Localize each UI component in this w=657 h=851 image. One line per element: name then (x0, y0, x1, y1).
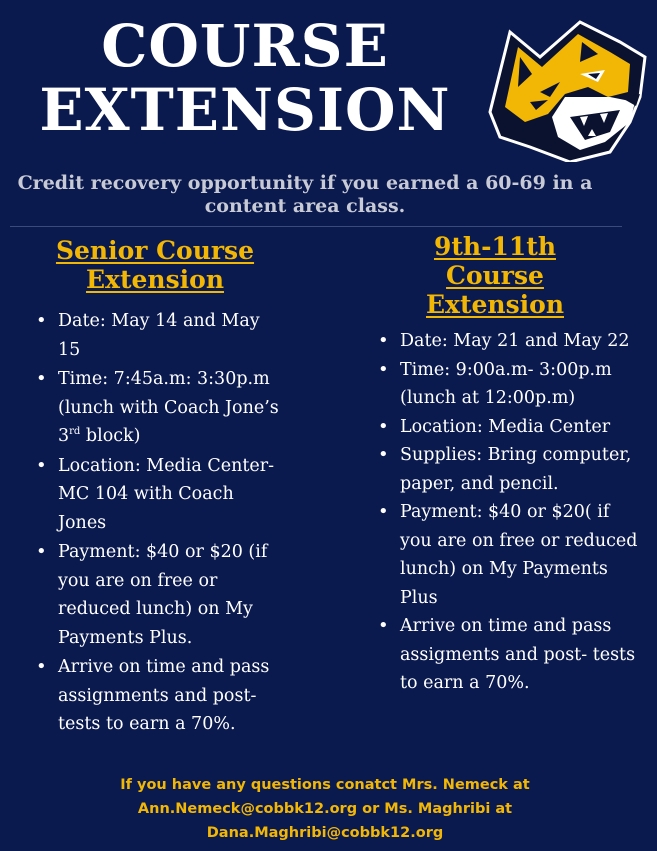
junior-title-line-1: 9th-11th (433, 232, 556, 261)
subtitle (0, 172, 610, 218)
junior-arrive: Arrive on time and pass assigments and post- tests to earn a 70%. (400, 616, 636, 693)
senior-location: Location: Media Center- MC 104 with Coach Jones (58, 455, 275, 533)
senior-time-tail: block) (80, 426, 141, 446)
list-item (36, 653, 284, 739)
senior-payment: Payment: $40 or $20 (if you are on free or reduced lunch) on My Payments Plus. (58, 542, 268, 648)
junior-time: Time: 9:00a.m- 3:00p.m (lunch at 12:00p.m) (400, 359, 612, 408)
list-item (378, 356, 638, 413)
senior-section-title (30, 236, 280, 294)
junior-title-line-3: Extension (425, 290, 564, 319)
title-line-2: EXTENSION (39, 76, 451, 144)
senior-details-list (36, 307, 284, 740)
list-item (378, 612, 638, 698)
list-item (36, 365, 284, 451)
wildcat-mascot-icon (470, 2, 650, 162)
footer-line-2: Ann.Nemeck@cobbk12.org or Ms. Maghribi at (137, 801, 513, 817)
junior-details-list (378, 327, 638, 698)
list-item (378, 413, 638, 442)
contact-footer (60, 773, 590, 845)
list-item (36, 452, 284, 538)
footer-line-1: If you have any questions conatct Mrs. Nemeck at (120, 777, 530, 793)
ordinal-suffix: rd (69, 426, 81, 438)
page-title (30, 14, 460, 142)
junior-location: Location: Media Center (400, 416, 611, 437)
senior-title-line-2: Extension (85, 265, 224, 294)
junior-supplies: Supplies: Bring computer, paper, and pencil. (400, 445, 632, 494)
senior-title-line-1: Senior Course (55, 236, 255, 265)
list-item (378, 441, 638, 498)
list-item (36, 538, 284, 652)
list-item (378, 498, 638, 612)
junior-payment: Payment: $40 or $20( if you are on free or reduced lunch) on My Payments Plus (400, 502, 638, 608)
senior-arrive: Arrive on time and pass assignments and post- tests to earn a 70%. (58, 657, 270, 734)
senior-date: Date: May 14 and May 15 (58, 311, 260, 360)
senior-time: Time: 7:45a.m: 3:30p.m (lunch with Coach Jone’s 3 (58, 369, 279, 446)
subtitle-line-2: content area class. (204, 195, 406, 217)
junior-title-line-2: Course (446, 261, 544, 290)
title-line-1: COURSE (101, 12, 389, 80)
junior-section-title (370, 232, 620, 319)
list-item (378, 327, 638, 356)
divider (10, 226, 622, 227)
subtitle-line-1: Credit recovery opportunity if you earned a 60-69 in a (17, 172, 593, 194)
list-item (36, 307, 284, 364)
junior-date: Date: May 21 and May 22 (400, 331, 630, 351)
footer-line-3: Dana.Maghribi@cobbk12.org (206, 825, 444, 841)
